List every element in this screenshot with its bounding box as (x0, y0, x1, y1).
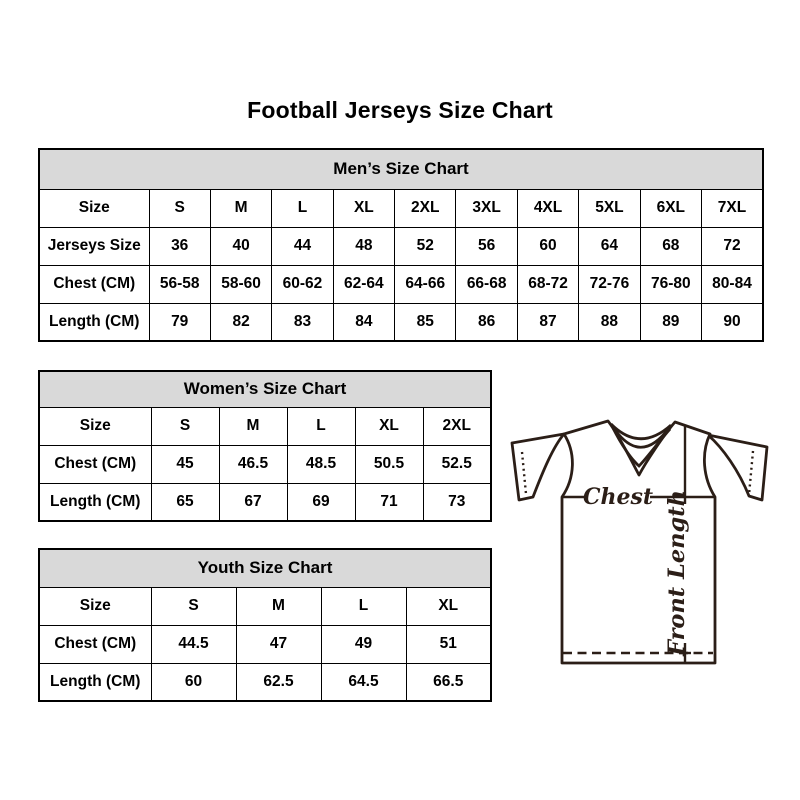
size-value-cell: 71 (355, 483, 423, 521)
row-label: Size (39, 407, 151, 445)
size-value-cell: 64.5 (321, 663, 406, 701)
row-label: Chest (CM) (39, 445, 151, 483)
size-column-header: 2XL (395, 189, 456, 227)
size-value-cell: 50.5 (355, 445, 423, 483)
size-value-cell: 68-72 (517, 265, 578, 303)
size-column-header: L (321, 587, 406, 625)
size-value-cell: 52 (395, 227, 456, 265)
mens-table-row (39, 189, 763, 227)
mens-table-row (39, 303, 763, 341)
size-value-cell: 49 (321, 625, 406, 663)
size-value-cell: 66-68 (456, 265, 517, 303)
row-label: Size (39, 189, 149, 227)
size-value-cell: 40 (210, 227, 271, 265)
mens-table-row (39, 265, 763, 303)
size-value-cell: 52.5 (423, 445, 491, 483)
size-column-header: S (151, 587, 236, 625)
size-value-cell: 89 (640, 303, 701, 341)
size-value-cell: 51 (406, 625, 491, 663)
size-value-cell: 82 (210, 303, 271, 341)
size-value-cell: 76-80 (640, 265, 701, 303)
womens-table-row (39, 445, 491, 483)
size-column-header: M (210, 189, 271, 227)
size-value-cell: 47 (236, 625, 321, 663)
youth-table-header-row (39, 549, 491, 587)
size-column-header: 7XL (702, 189, 763, 227)
size-value-cell: 83 (272, 303, 333, 341)
jersey-right-sleeve (708, 435, 767, 500)
youth-size-table (38, 548, 492, 702)
youth-table-row (39, 587, 491, 625)
row-label: Size (39, 587, 151, 625)
size-value-cell: 69 (287, 483, 355, 521)
size-value-cell: 80-84 (702, 265, 763, 303)
size-value-cell: 68 (640, 227, 701, 265)
size-column-header: 6XL (640, 189, 701, 227)
youth-table-row (39, 663, 491, 701)
size-value-cell: 60 (517, 227, 578, 265)
size-value-cell: 72 (702, 227, 763, 265)
size-value-cell: 62-64 (333, 265, 394, 303)
womens-table-row (39, 483, 491, 521)
womens-table-row (39, 407, 491, 445)
size-value-cell: 73 (423, 483, 491, 521)
size-column-header: XL (355, 407, 423, 445)
jersey-measurement-diagram (500, 405, 780, 680)
jersey-torso-outline (562, 421, 715, 663)
youth-table-title: Youth Size Chart (39, 549, 491, 587)
size-column-header: M (236, 587, 321, 625)
size-value-cell: 46.5 (219, 445, 287, 483)
size-column-header: XL (406, 587, 491, 625)
womens-table-header-row (39, 371, 491, 407)
womens-table-title: Women’s Size Chart (39, 371, 491, 407)
size-value-cell: 45 (151, 445, 219, 483)
size-column-header: 4XL (517, 189, 578, 227)
size-value-cell: 58-60 (210, 265, 271, 303)
size-column-header: S (151, 407, 219, 445)
row-label: Chest (CM) (39, 625, 151, 663)
size-value-cell: 72-76 (579, 265, 640, 303)
size-value-cell: 44 (272, 227, 333, 265)
row-label: Length (CM) (39, 303, 149, 341)
size-value-cell: 67 (219, 483, 287, 521)
mens-table-row (39, 227, 763, 265)
size-value-cell: 44.5 (151, 625, 236, 663)
size-value-cell: 60-62 (272, 265, 333, 303)
size-value-cell: 62.5 (236, 663, 321, 701)
size-value-cell: 87 (517, 303, 578, 341)
size-value-cell: 79 (149, 303, 210, 341)
size-value-cell: 64 (579, 227, 640, 265)
size-column-header: S (149, 189, 210, 227)
womens-size-table (38, 370, 492, 522)
size-value-cell: 56 (456, 227, 517, 265)
chest-measure-label: Chest (582, 484, 654, 510)
row-label: Jerseys Size (39, 227, 149, 265)
mens-size-table (38, 148, 764, 342)
size-value-cell: 65 (151, 483, 219, 521)
size-value-cell: 60 (151, 663, 236, 701)
size-value-cell: 90 (702, 303, 763, 341)
size-column-header: 5XL (579, 189, 640, 227)
size-value-cell: 36 (149, 227, 210, 265)
row-label: Chest (CM) (39, 265, 149, 303)
size-value-cell: 64-66 (395, 265, 456, 303)
row-label: Length (CM) (39, 663, 151, 701)
row-label: Length (CM) (39, 483, 151, 521)
page-title: Football Jerseys Size Chart (247, 97, 553, 123)
size-column-header: 3XL (456, 189, 517, 227)
size-column-header: 2XL (423, 407, 491, 445)
jersey-left-sleeve (512, 434, 564, 500)
youth-table-row (39, 625, 491, 663)
size-value-cell: 48 (333, 227, 394, 265)
size-value-cell: 84 (333, 303, 394, 341)
size-column-header: M (219, 407, 287, 445)
size-value-cell: 86 (456, 303, 517, 341)
mens-table-title: Men’s Size Chart (39, 149, 763, 189)
size-value-cell: 66.5 (406, 663, 491, 701)
size-column-header: L (287, 407, 355, 445)
size-value-cell: 85 (395, 303, 456, 341)
front-length-measure-label: Front Length (664, 489, 690, 657)
size-value-cell: 56-58 (149, 265, 210, 303)
size-column-header: L (272, 189, 333, 227)
size-column-header: XL (333, 189, 394, 227)
size-value-cell: 48.5 (287, 445, 355, 483)
mens-table-header-row (39, 149, 763, 189)
size-value-cell: 88 (579, 303, 640, 341)
